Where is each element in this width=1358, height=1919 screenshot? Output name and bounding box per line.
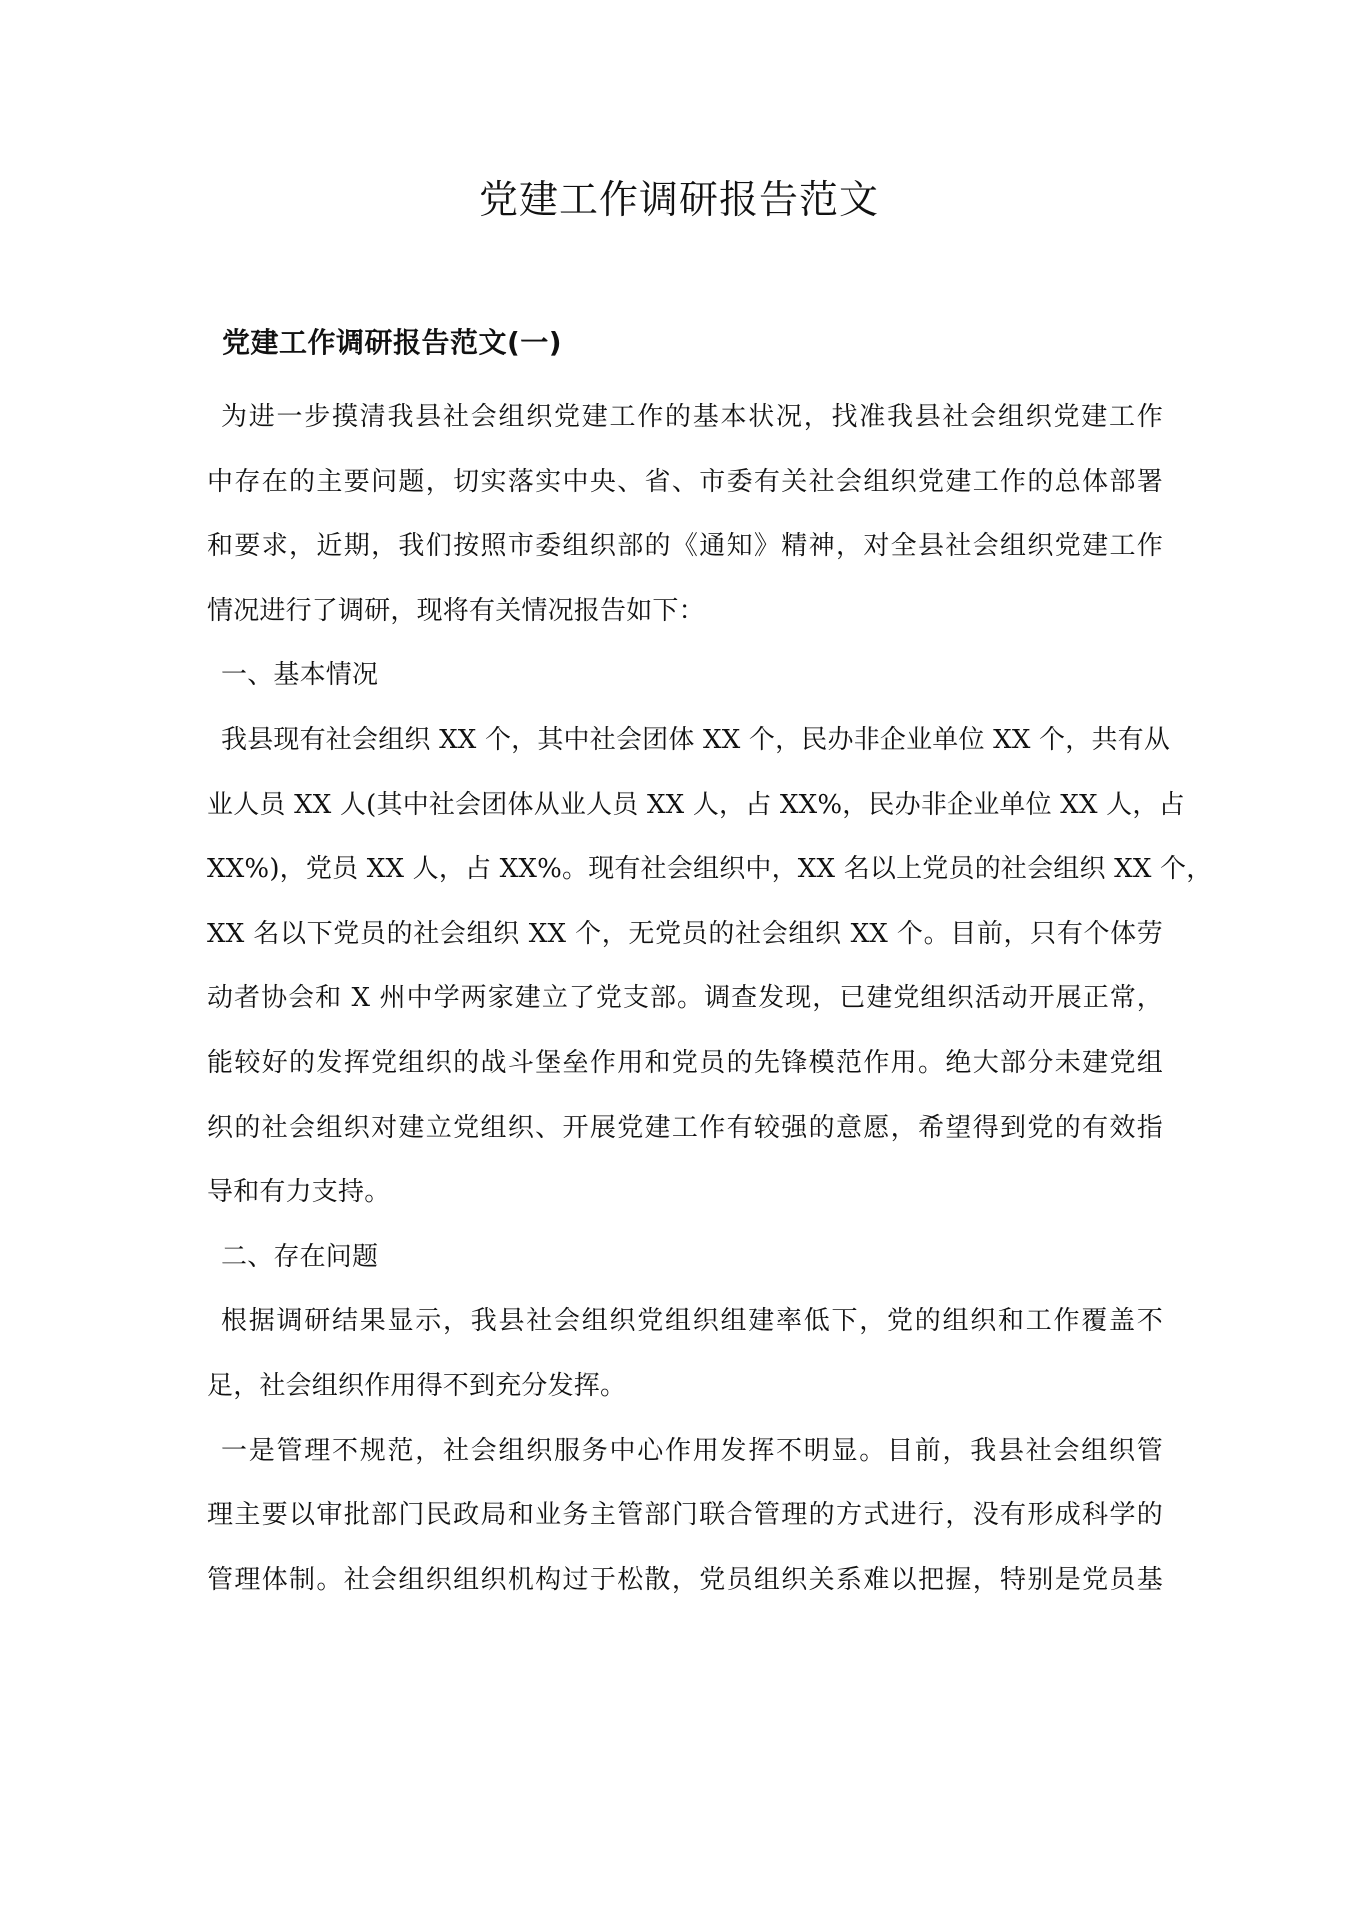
text-line: 一、基本情况 (221, 660, 379, 691)
text-line: 中存在的主要问题，切实落实中央、省、市委有关社会组织党建工作的总体部署 (207, 466, 1163, 497)
text-line: 织的社会组织对建立党组织、开展党建工作有较强的意愿，希望得到党的有效指 (207, 1112, 1163, 1143)
text-line: 为进一步摸清我县社会组织党建工作的基本状况，找准我县社会组织党建工作 (221, 402, 1163, 432)
text-line: 情况进行了调研，现将有关情况报告如下： (207, 595, 705, 626)
document-body (207, 394, 1213, 1621)
text-line: 根据调研结果显示，我县社会组织党组织组建率低下，党的组织和工作覆盖不 (221, 1306, 1163, 1337)
document-title: 党建工作调研报告范文 (478, 178, 879, 223)
text-line: 一是管理不规范，社会组织服务中心作用发挥不明显。目前，我县社会组织管 (221, 1435, 1163, 1466)
text-line: 我县现有社会组织 XX 个，其中社会团体 XX 个，民办非企业单位 XX 个，共有从 (221, 724, 1171, 755)
text-line: 导和有力支持。 (207, 1177, 391, 1208)
text-line: 和要求，近期，我们按照市委组织部的《通知》精神，对全县社会组织党建工作 (207, 531, 1163, 562)
text-line: 能较好的发挥党组织的战斗堡垒作用和党员的先锋模范作用。绝大部分未建党组 (207, 1047, 1163, 1078)
text-line: 二、存在问题 (221, 1241, 379, 1272)
section-title: 党建工作调研报告范文(一) (222, 326, 563, 359)
text-line: 业人员 XX 人(其中社会团体从业人员 XX 人，占 XX%，民办非企业单位 XX 人，占 (207, 789, 1185, 820)
text-line: XX%)，党员 XX 人，占 XX%。现有社会组织中，XX 名以上党员的社会组织 XX 个， (207, 854, 1213, 885)
text-line: 足，社会组织作用得不到充分发挥。 (207, 1370, 627, 1401)
text-line: 管理体制。社会组织组织机构过于松散，党员组织关系难以把握，特别是党员基 (207, 1564, 1163, 1595)
text-line: 理主要以审批部门民政局和业务主管部门联合管理的方式进行，没有形成科学的 (207, 1500, 1163, 1531)
text-line: 动者协会和 X 州中学两家建立了党支部。调查发现，已建党组织活动开展正常， (207, 983, 1163, 1014)
text-line: XX 名以下党员的社会组织 XX 个，无党员的社会组织 XX 个。目前，只有个体劳 (207, 918, 1163, 949)
